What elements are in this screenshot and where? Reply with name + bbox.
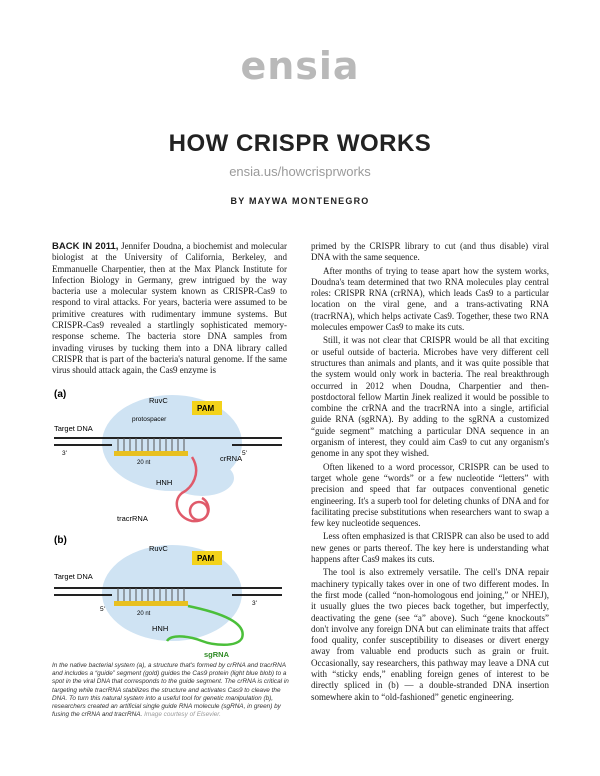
- caption-credit: Image courtesy of Elsevier.: [142, 711, 221, 719]
- intro-text: Jennifer Doudna, a biochemist and molecular biologist at the University of California, Berkeley, and Emmanuelle Charpentier, then at the Max Planck Institute for Infection Biology in Germany, grew intrigued by the way bacteria use a molecular system known as CRISPR-Cas9 to respond to viral attacks. For years, bacteria were assumed to be primitive creatures with rudimentary immune systems. But CRISPR-Cas9 revealed a startlingly sophisticated memory-response scheme. The bacteria store DNA samples from invading viruses by tucking them into a DNA library called CRISPR that is part of the bacteria's natural genome. If the same virus should attack again, the Cas9 enzyme is: [52, 241, 287, 376]
- tracrrna-label: tracrRNA: [117, 514, 148, 523]
- nt-20-label-a: 20 nt: [137, 460, 151, 466]
- crispr-diagram: [52, 383, 287, 661]
- panel-a-label: (a): [54, 389, 67, 400]
- right-paragraph-6: The tool is also extremely versatile. The cell's DNA repair machinery typically takes over in one of two different modes. In the first mode (called “non-homologous end joining,” or NHEJ), it usually glues the two pieces back together, but imperfectly, deactivating the gene (see “a” above). Such “gene knockouts” don't involve any foreign DNA but can eliminate traits that affect food quality, confer susceptibility to diseases or divert energy away from valuable end products such as grain or fruit. Occasionally, say researchers, this pathway may leave a DNA cut with “sticky ends,” enabling foreign genes of interest to be directly spliced in (b) — a double-stranded DNA insertion somewhere akin to “old-fashioned” genetic engineering.: [311, 567, 549, 702]
- five-prime-b: 5': [100, 606, 105, 613]
- byline: BY MAYWA MONTENEGRO: [230, 196, 370, 206]
- ruvc-label-b: RuvC: [149, 544, 168, 553]
- right-paragraph-1: primed by the CRISPR library to cut (and thus disable) viral DNA with the same sequence.: [311, 241, 549, 263]
- lead-in: BACK IN 2011,: [52, 241, 119, 252]
- right-column: [311, 241, 549, 703]
- ruvc-label-a: RuvC: [149, 396, 168, 405]
- sgrna-label: sgRNA: [204, 650, 230, 659]
- caption-text: In the native bacterial system (a), a structure that's formed by crRNA and tracrRNA and includes a “guide” segment (gold) guides the Cas9 protein (light blue blob) to a spot in the viral DNA that corresponds to the guide segment. The crRNA is critical in targeting while tracrRNA stabilizes the structure and activates Cas9 to cleave the DNA. To turn this natural system into a useful tool for genetic manipulation (b), researchers created an artificial single guide RNA molecule (sgRNA, in green) by fusing the crRNA and tracrRNA.: [52, 662, 289, 719]
- five-prime-a: 5': [242, 450, 247, 457]
- pam-label-b: PAM: [197, 554, 215, 563]
- crrna-label-a: crRNA: [220, 454, 243, 463]
- target-dna-label-a: Target DNA: [54, 424, 93, 433]
- right-paragraph-5: Less often emphasized is that CRISPR can also be used to add new genes or parts thereof. The key here is understanding what happens after Cas9 makes its cuts.: [311, 531, 549, 565]
- right-paragraph-4: Often likened to a word processor, CRISPR can be used to target whole gene “words” or a few nucleotide “letters” with precision and speed that far outpaces conventional genetic engineering. It's a superb tool for deleting chunks of DNA and for facilitating precise substitutions when researchers want to swap a few key nucleotide sequences.: [311, 461, 549, 529]
- ensia-logo: ensia: [240, 44, 360, 88]
- protospacer-label-a: protospacer: [132, 416, 167, 423]
- left-column: [52, 241, 287, 377]
- hnh-label-b: HNH: [152, 624, 169, 633]
- target-dna-label-b: Target DNA: [54, 572, 93, 581]
- pam-label-a: PAM: [197, 404, 215, 413]
- three-prime-a: 3': [62, 450, 67, 457]
- hnh-label-a: HNH: [156, 478, 173, 487]
- right-paragraph-3: Still, it was not clear that CRISPR would be all that exciting or useful outside of bacteria. Microbes have very different cell structures than animals and plants, and it was quite possible that the system would only work in bacteria. The real breakthrough occurred in 2012 when Doudna, Charpentier and then-postdoctoral fellow Martin Jinek realized it would be possible to combine the crRNA and the tracrRNA into a single, artificial guide RNA (sgRNA). By adding to the sgRNA a customized “guide segment” matching a particular DNA sequence in an organism of interest, they could aim Cas9 to cut any organism's genome in any spot they wished.: [311, 335, 549, 459]
- panel-b-label: (b): [54, 535, 67, 546]
- three-prime-b: 3': [252, 600, 257, 607]
- figure-caption: [52, 662, 292, 719]
- article-title: HOW CRISPR WORKS: [168, 130, 432, 157]
- guide-segment-b: [114, 601, 188, 606]
- intro-paragraph: [52, 241, 287, 377]
- nt-20-label-b: 20 nt: [137, 611, 151, 617]
- guide-segment-a: [114, 451, 188, 456]
- article-url[interactable]: ensia.us/howcrisprworks: [229, 164, 371, 179]
- right-paragraph-2: After months of trying to tease apart how the system works, Doudna's team determined that two RNA molecules play central roles: CRISPR RNA (crRNA), which leads Cas9 to a particular location on the viral gene, and a trans-activating RNA (tracrRNA), which helps activate Cas9. Together, these two RNA molecules empower Cas9 to make its cuts.: [311, 265, 549, 333]
